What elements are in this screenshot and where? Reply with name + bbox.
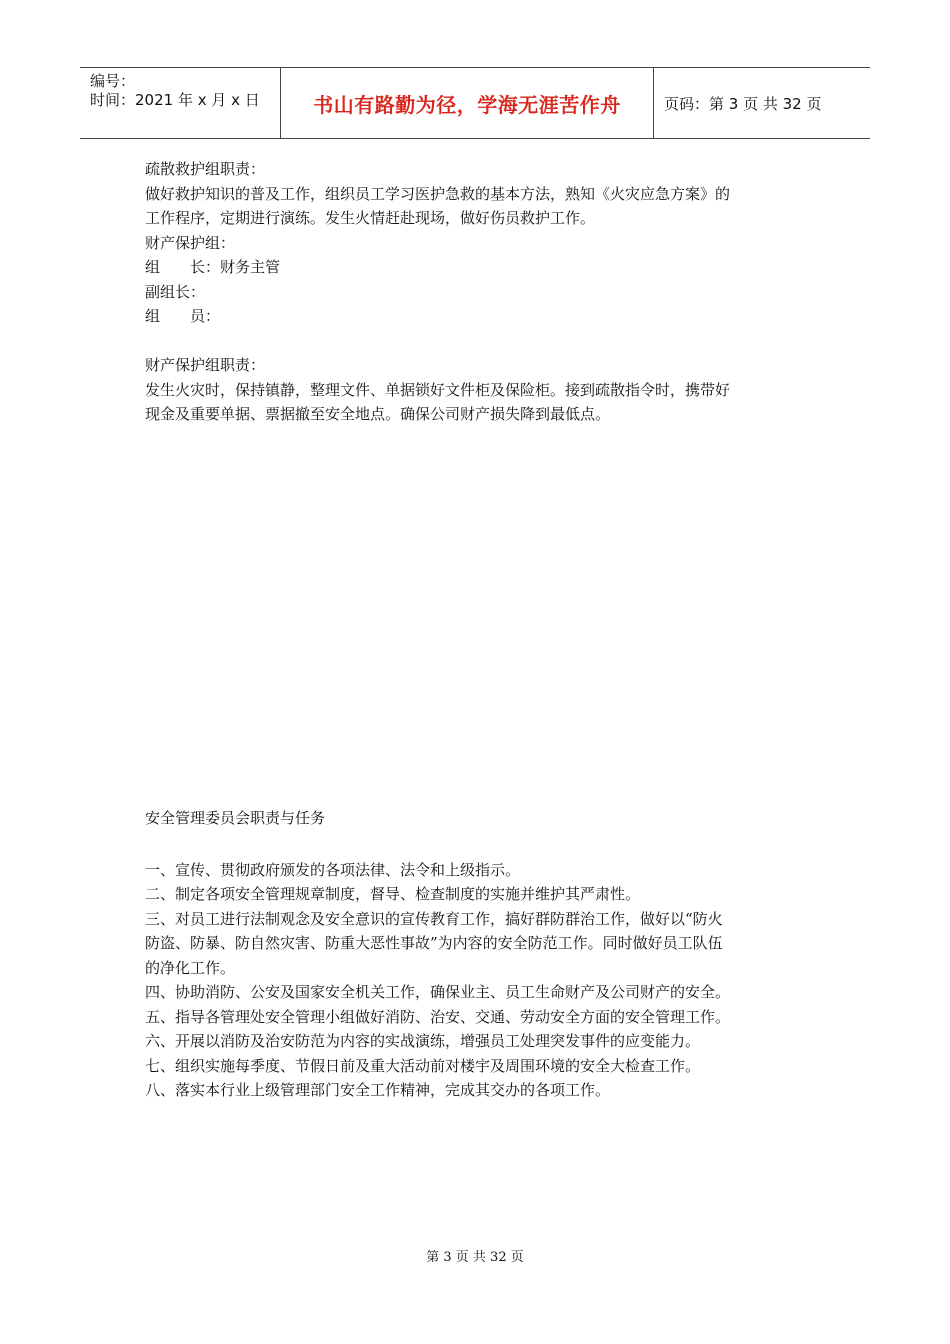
page-header bbox=[80, 67, 870, 139]
list-item: 三、对员工进行法制观念及安全意识的宣传教育工作，搞好群防群治工作，做好以“防火 bbox=[145, 909, 723, 928]
paragraph-line: 做好救护知识的普及工作，组织员工学习医护急救的基本方法，熟知《火灾应急方案》的 bbox=[145, 184, 731, 203]
paragraph-line: 现金及重要单据、票据撤至安全地点。确保公司财产损失降到最低点。 bbox=[145, 405, 611, 423]
list-item: 防盗、防暴、防自然灾害、防重大恶性事故”为内容的安全防范工作。同时做好员工队伍 bbox=[145, 934, 723, 952]
list-item: 六、开展以消防及治安防范为内容的实战演练，增强员工处理突发事件的应变能力。 bbox=[145, 1032, 701, 1050]
list-item: 四、协助消防、公安及国家安全机关工作，确保业主、员工生命财产及公司财产的安全。 bbox=[145, 983, 731, 1001]
paragraph-line: 发生火灾时，保持镇静，整理文件、单据锁好文件柜及保险柜。接到疏散指令时，携带好 bbox=[145, 380, 731, 399]
header-meta bbox=[80, 68, 281, 138]
section-title: 财产保护组： bbox=[145, 233, 236, 252]
list-item: 五、指导各管理处安全管理小组做好消防、治安、交通、劳动安全方面的安全管理工作。 bbox=[145, 1007, 731, 1026]
list-item: 一、宣传、贯彻政府颁发的各项法律、法令和上级指示。 bbox=[145, 860, 521, 879]
document-number: 编号： bbox=[90, 72, 136, 90]
group-member-line: 组 员： bbox=[145, 307, 221, 325]
list-item: 七、组织实施每季度、节假日前及重大活动前对楼宇及周围环境的安全大检查工作。 bbox=[145, 1056, 701, 1075]
list-item: 八、落实本行业上级管理部门安全工作精神，完成其交办的各项工作。 bbox=[145, 1081, 611, 1099]
header-page-info bbox=[654, 68, 870, 138]
deputy-leader-line: 副组长： bbox=[145, 282, 206, 301]
list-item: 二、制定各项安全管理规章制度，督导、检查制度的实施并维护其严肃性。 bbox=[145, 885, 641, 903]
section-title: 财产保护组职责： bbox=[145, 356, 266, 374]
page-info: 页码：第 3 页 共 32 页 bbox=[664, 94, 822, 113]
document-date: 时间：2021 年 x 月 x 日 bbox=[90, 91, 260, 109]
section-title: 疏散救护组职责： bbox=[145, 160, 266, 178]
lower-content bbox=[145, 806, 815, 1103]
group-leader-line: 组 长：财务主管 bbox=[145, 258, 281, 276]
upper-content bbox=[145, 157, 815, 427]
paragraph-line: 工作程序，定期进行演练。发生火情赶赴现场，做好伤员救护工作。 bbox=[145, 209, 596, 227]
page-footer: 第 3 页 共 32 页 bbox=[426, 1250, 524, 1265]
list-item: 的净化工作。 bbox=[145, 958, 236, 977]
header-motto-cell bbox=[281, 68, 654, 138]
motto: 书山有路勤为径，学海无涯苦作舟 bbox=[313, 92, 621, 117]
section-title: 安全管理委员会职责与任务 bbox=[145, 809, 326, 827]
